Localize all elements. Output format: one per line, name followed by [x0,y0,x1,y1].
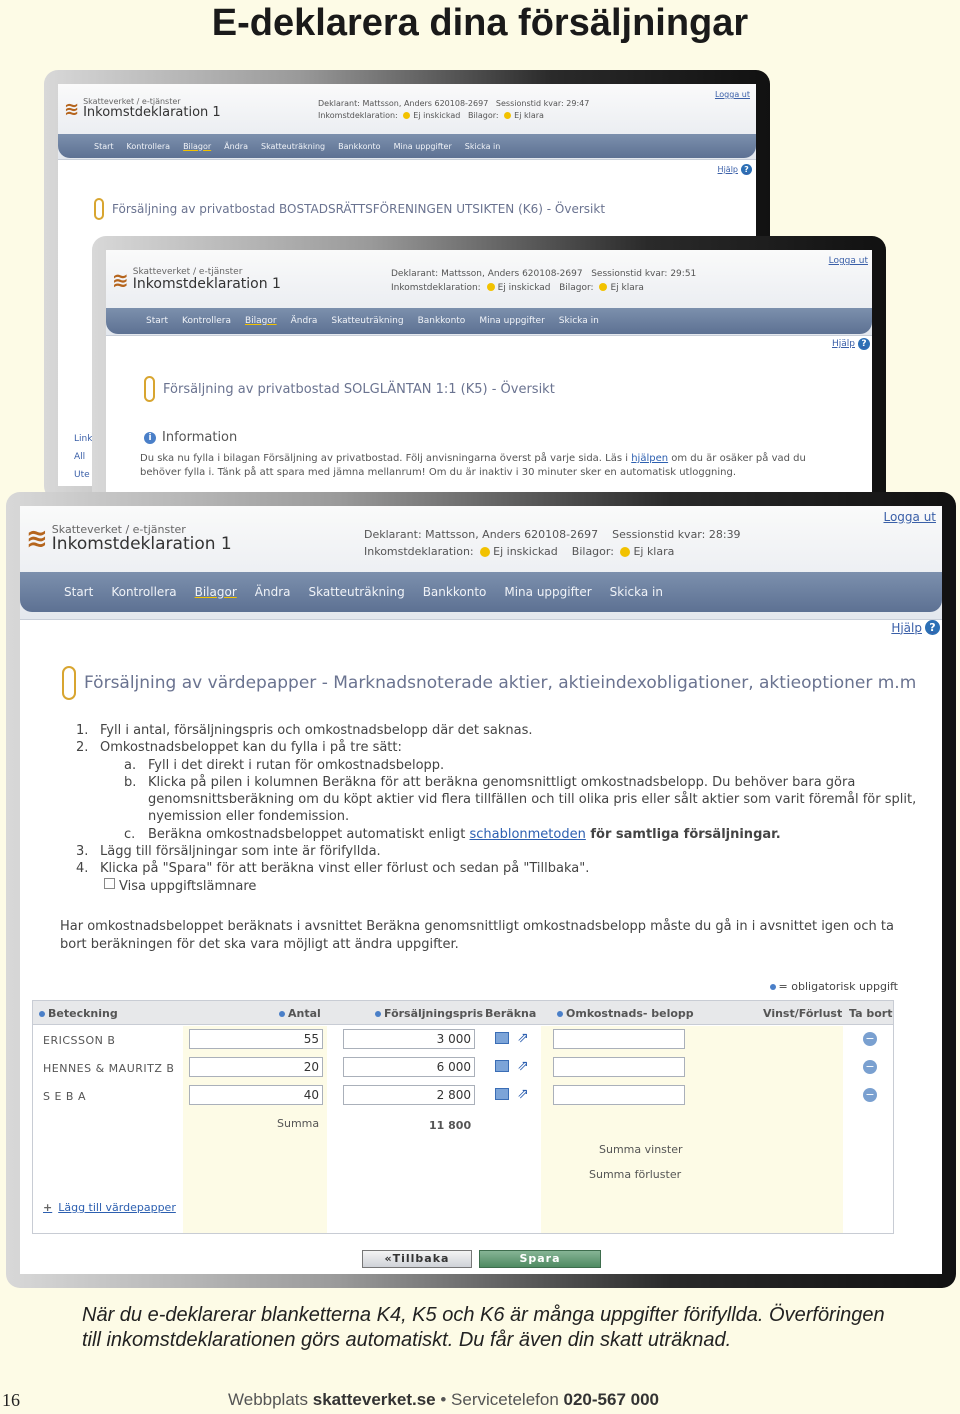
screenshot-frame-k5 [92,236,886,526]
back-button[interactable]: «Tillbaka [362,1250,472,1268]
nav-item-kontrollera[interactable]: Kontrollera [182,316,231,326]
help-icon: ? [741,164,752,175]
declarant-info: Deklarant: Mattsson, Anders 620108-2697 Sessionstid kvar: 29:47 Inkomstdeklaration: Ej inskickad Bilagor: Ej klara [318,99,590,121]
main-nav [58,134,756,158]
status-dot-icon [403,112,410,119]
agency-label: Skatteverket / e-tjänster [132,267,243,277]
nav-item-bankkonto[interactable]: Bankkonto [338,141,381,151]
show-reporter-checkbox[interactable] [104,878,115,889]
remove-icon[interactable]: − [863,1088,877,1102]
skatteverket-logo-icon: ≋ [112,268,129,293]
app-title: Inkomstdeklaration 1 [51,533,232,554]
col-price: Försäljningspris [375,1007,483,1020]
nav-item-mina-uppgifter[interactable]: Mina uppgifter [504,585,592,599]
help-link[interactable]: Hjälp ? [832,338,870,350]
nav-item-skicka-in[interactable]: Skicka in [609,585,663,599]
remove-icon[interactable]: − [863,1032,877,1046]
help-link[interactable]: Hjälp ? [718,164,752,175]
nav-item-bankkonto[interactable]: Bankkonto [417,316,466,326]
phone-number: 020-567 000 [563,1390,659,1409]
nav-item-kontrollera[interactable]: Kontrollera [111,585,177,599]
nav-item-bilagor[interactable]: Bilagor [183,141,212,151]
screenshot-frame-k4 [6,492,956,1288]
save-button[interactable]: Spara [479,1250,601,1268]
col-cost: Omkostnads- belopp [557,1007,694,1020]
paperclip-icon [62,666,76,700]
logo [112,268,281,292]
price-input[interactable]: 2 800 [343,1085,475,1105]
app-title: Inkomstdeklaration 1 [83,105,221,121]
nav-item-bankkonto[interactable]: Bankkonto [422,585,487,599]
footer: Webbplats skatteverket.se • Servicetelefon 020-567 000 [228,1390,659,1409]
table-row [33,1054,893,1082]
caption: När du e-deklarerar blanketterna K4, K5 och K6 är många uppgifter förifyllda. Överföringen till inkomstdeklarationen görs automatiskt. Du får även din skatt uträknad. [82,1304,885,1351]
status-dot-icon [504,112,511,119]
table-row [33,1082,893,1110]
nav-item-start[interactable]: Start [64,585,94,599]
summa-vinster-label: Summa vinster [599,1143,683,1156]
nav-item-skatteuträkning[interactable]: Skatteuträkning [260,141,326,151]
security-name: ERICSSON B [43,1034,116,1047]
checkbox-label: Visa uppgiftslämnare [119,878,257,894]
session-time: 29:51 [670,269,697,279]
security-name: S E B A [43,1090,86,1103]
nav-item-bilagor[interactable]: Bilagor [244,316,277,326]
col-qty: Antal [279,1007,321,1020]
nav-item-skatteuträkning[interactable]: Skatteuträkning [331,316,404,326]
price-input[interactable]: 6 000 [343,1057,475,1077]
nav-item-mina-uppgifter[interactable]: Mina uppgifter [479,316,545,326]
status-dot-icon [487,283,495,291]
site-link: skatteverket.se [312,1390,436,1409]
session-time: 29:47 [566,99,590,108]
calculator-icon[interactable] [495,1060,509,1072]
cost-input[interactable] [553,1029,685,1049]
main-nav [20,572,942,612]
note-text: Har omkostnadsbeloppet beräknats i avsnittet Beräkna genomsnittligt omkostnadsbelopp måste du gå in i avsnittet igen och ta bort beräkningen för det ska vara möjligt att ändra uppgifter. [60,919,894,952]
nav-item-skicka-in[interactable]: Skicka in [558,316,599,326]
app-header [106,250,872,336]
help-icon: ? [925,620,940,635]
col-name: Beteckning [39,1007,118,1020]
main-nav [106,308,872,334]
status-dot-icon [599,283,607,291]
security-name: HENNES & MAURITZ B [43,1062,175,1075]
logout-link[interactable]: Logga ut [883,510,936,524]
info-icon: i [144,432,156,444]
page-number: 16 [2,1390,20,1410]
logout-link[interactable]: Logga ut [828,256,868,266]
status-dot-icon [480,547,490,557]
instructions: 1. Fyll i antal, försäljningspris och omkostnadsbelopp där det saknas. 2. Omkostnadsbeloppet kan du fylla i på tre sätt: a. Fyll i det direkt i rutan för omkostnadsbelopp. b. Klicka på pilen i kolumnen Beräkna för att beräkna genomsnittligt omkostnadsbelopp. Du behöver bara göra genomsnittsberäkning om du köpt aktier vid flera tillfällen och till olika pris eller sålt aktier som varit föremål för split, nyemission eller fondemission. c. Beräkna omkostnadsbeloppet automatiskt enligt schablonmetoden för samtliga försäljningar. 3. Lägg till försäljningar som inte är förifyllda. 4. Klicka på "Spara" för att beräkna vinst eller förlust och sedan på "Tillbaka". Visa uppgiftslämnare [76,723,917,894]
help-link[interactable]: Hjälp ? [891,620,940,635]
summa-value: 11 800 [429,1119,472,1132]
cost-input[interactable] [553,1057,685,1077]
logo [64,98,221,120]
nav-item-bilagor[interactable]: Bilagor [194,585,237,599]
required-bullet-icon [770,984,776,990]
col-remove: Ta bort [849,1007,893,1020]
help-icon: ? [858,338,870,350]
paperclip-icon [144,376,155,402]
declarant-info: Deklarant: Mattsson, Anders 620108-2697 Sessionstid kvar: 28:39 Inkomstdeklaration: Ej inskickad Bilagor: Ej klara [364,528,741,559]
securities-table [32,1000,894,1234]
legend: = obligatorisk uppgift [770,980,898,993]
section-title: Försäljning av privatbostad SOLGLÄNTAN 1:1 (K5) - Översikt [144,376,555,402]
add-security-link[interactable]: + Lägg till värdepapper [43,1201,176,1214]
nav-item-skicka-in[interactable]: Skicka in [464,141,501,151]
calculate-arrow-icon[interactable]: ⇗ [517,1058,529,1074]
nav-item-ändra[interactable]: Ändra [254,585,291,599]
agency-label: Skatteverket / e-tjänster [51,523,186,537]
section-title: Försäljning av privatbostad BOSTADSRÄTTSFÖRENINGEN UTSIKTEN (K6) - Översikt [94,198,605,220]
nav-item-skatteuträkning[interactable]: Skatteuträkning [308,585,405,599]
app-header [58,84,756,160]
section-title: Försäljning av värdepapper - Marknadsnoterade aktier, aktieindexobligationer, aktieoptioner m.m [62,666,916,700]
table-header [33,1001,893,1025]
nav-item-ändra[interactable]: Ändra [224,141,248,151]
info-heading: i Information [144,430,237,445]
logo [26,524,232,554]
screen-k4 [20,506,942,1274]
screen-k5 [106,250,872,512]
remove-icon[interactable]: − [863,1060,877,1074]
summa-forluster-label: Summa förluster [589,1168,682,1181]
schablon-link[interactable]: schablonmetoden [469,826,586,842]
summa-label: Summa [277,1117,320,1130]
calculate-arrow-icon[interactable]: ⇗ [517,1030,529,1046]
status-dot-icon [620,547,630,557]
page-heading: E-deklarera dina försäljningar [211,2,749,44]
app-header [20,506,942,620]
nav-item-mina-uppgifter[interactable]: Mina uppgifter [393,141,452,151]
declarant-info: Deklarant: Mattsson, Anders 620108-2697 Sessionstid kvar: 29:51 Inkomstdeklaration: Ej inskickad Bilagor: Ej klara [391,269,697,293]
col-calc: Beräkna [485,1007,537,1020]
cost-input[interactable] [553,1085,685,1105]
calculator-icon[interactable] [495,1032,509,1044]
help-text-link[interactable]: hjälpen [631,453,669,464]
qty-input[interactable]: 20 [189,1057,323,1077]
col-result: Vinst/Förlust [763,1007,843,1020]
calculator-icon[interactable] [495,1088,509,1100]
nav-item-start[interactable]: Start [94,141,114,151]
agency-label: Skatteverket / e-tjänster [83,97,181,106]
qty-input[interactable]: 55 [189,1029,323,1049]
skatteverket-logo-icon: ≋ [64,98,80,120]
skatteverket-logo-icon: ≋ [26,524,48,554]
logout-link[interactable]: Logga ut [714,90,750,99]
app-title: Inkomstdeklaration 1 [132,276,281,293]
calculate-arrow-icon[interactable]: ⇗ [517,1086,529,1102]
price-input[interactable]: 3 000 [343,1029,475,1049]
nav-item-ändra[interactable]: Ändra [290,316,318,326]
plus-icon: + [43,1201,53,1214]
info-text: Du ska nu fylla i bilagan Försäljning av privatbostad. Följ anvisningarna överst på varje sida. Läs i hjälpen om du är osäker på vad du behöver fylla i. Tänk på att spara med jämna mellanrum! Om du är inaktiv i 30 minuter sker en automatisk utloggning. [140,453,806,478]
nav-item-start[interactable]: Start [146,316,168,326]
table-row [33,1026,893,1054]
nav-item-kontrollera[interactable]: Kontrollera [126,141,171,151]
paperclip-icon [94,198,104,220]
side-links-peek: Link All Ute [74,434,93,480]
session-time: 28:39 [708,528,741,541]
qty-input[interactable]: 40 [189,1085,323,1105]
